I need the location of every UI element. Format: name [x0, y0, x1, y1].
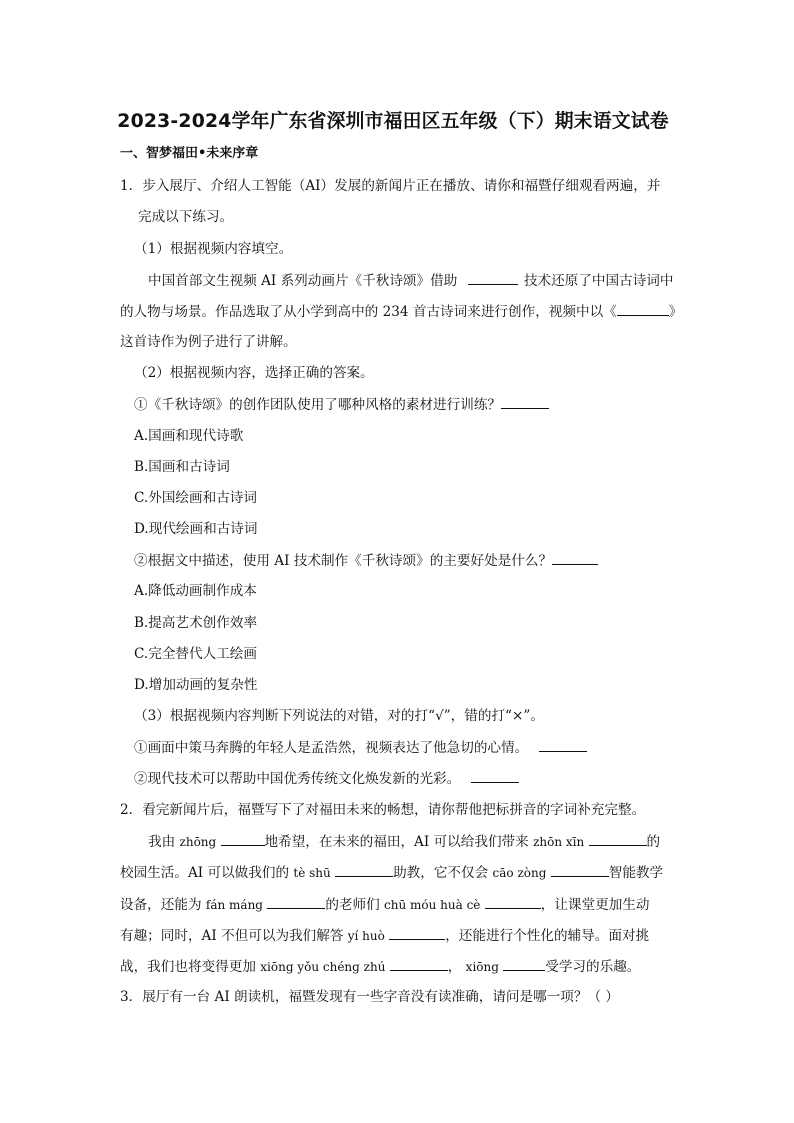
text-span: ①《千秋诗颂》的创作团队使用了哪种风格的素材进行训练？: [134, 397, 502, 413]
option-d[interactable]: D.增加动画的复杂性: [134, 677, 258, 693]
q1-part3-statement2: [134, 769, 519, 788]
text-span: 技术还原了中国古诗词中: [523, 273, 674, 289]
option-b[interactable]: B.提高艺术创作效率: [134, 615, 258, 631]
text-span: 有趣；同时，AI 不但可以为我们解答: [120, 928, 344, 944]
option-c[interactable]: C.外国绘画和古诗词: [134, 490, 257, 506]
answer-blank[interactable]: [335, 863, 393, 877]
text-span: 设备，还能为: [120, 897, 202, 913]
answer-blank[interactable]: [501, 395, 549, 409]
q2-line2: [120, 863, 663, 882]
q3-stem: 3．展厅有一台 AI 朗读机，福暨发现有一些字音没有读准确，请问是哪一项？（ ）: [120, 989, 619, 1005]
q1-part1-line3: 这首诗作为例子进行了讲解。: [120, 334, 297, 350]
q1-sub2-question: [134, 551, 598, 570]
answer-blank[interactable]: [221, 832, 265, 846]
q1-stem-line1: 1．步入展厅、介绍人工智能（AI）发展的新闻片正在播放、请你和福暨仔细观看两遍，并: [120, 178, 661, 194]
pinyin: chū móu huà cè: [384, 898, 481, 912]
pinyin: zhōn xīn: [533, 835, 585, 849]
answer-blank[interactable]: [589, 832, 647, 846]
pinyin: xiōng: [465, 960, 499, 974]
answer-blank[interactable]: [539, 738, 587, 752]
text-span: 中国首部文生视频 AI 系列动画片《千秋诗颂》借助: [148, 273, 458, 289]
text-span: 的: [646, 834, 661, 850]
answer-blank[interactable]: [503, 957, 545, 971]
answer-blank[interactable]: [471, 769, 519, 783]
text-span: 的人物与场景。作品选取了从小学到高中的 234 首古诗词来进行创作，视频中以《: [120, 304, 617, 320]
answer-blank[interactable]: [552, 551, 598, 565]
q1-stem-line2: 完成以下练习。: [138, 209, 234, 225]
option-a[interactable]: A.国画和现代诗歌: [134, 428, 244, 444]
text-span: ，让课堂更加生动: [540, 897, 650, 913]
text-span: ，还能进行个性化的辅导。面对挑: [445, 928, 650, 944]
text-span: 校园生活。AI 可以做我们的: [120, 865, 290, 881]
pinyin: zhōng: [179, 835, 217, 849]
q1-part3-heading: （3）根据视频内容判断下列说法的对错，对的打“√”，错的打“×”。: [134, 708, 544, 724]
answer-blank[interactable]: [389, 926, 445, 940]
q2-line3: [120, 895, 649, 914]
option-c[interactable]: C.完全替代人工绘画: [134, 646, 257, 662]
answer-blank[interactable]: [267, 895, 325, 909]
pinyin: tè shū: [293, 866, 331, 880]
answer-blank[interactable]: [468, 271, 518, 285]
q1-part2-heading: （2）根据视频内容，选择正确的答案。: [134, 365, 374, 381]
option-a[interactable]: A.降低动画制作成本: [134, 583, 257, 599]
q1-sub1-question: [134, 395, 549, 414]
answer-blank[interactable]: [390, 957, 448, 971]
pinyin: xiōng yǒu chéng zhú: [260, 960, 386, 974]
option-b[interactable]: B.国画和古诗词: [134, 459, 230, 475]
q1-part1-line1: [148, 271, 673, 290]
pinyin: fán máng: [205, 898, 263, 912]
q2-line4: [120, 926, 649, 945]
section-heading: 一、智梦福田•未来序章: [120, 146, 259, 161]
text-span: ②根据文中描述，使用 AI 技术制作《千秋诗颂》的主要好处是什么？: [134, 553, 553, 569]
text-span: 我由: [148, 834, 176, 850]
text-span: ②现代技术可以帮助中国优秀传统文化焕发新的光彩。: [134, 771, 461, 787]
text-span: 智能教学: [608, 865, 664, 881]
option-d[interactable]: D.现代绘画和古诗词: [134, 521, 258, 537]
text-span: 的老师们: [325, 897, 380, 913]
q2-stem: 2．看完新闻片后，福暨写下了对福田未来的畅想，请你帮他把标拼音的字词补充完整。: [120, 802, 646, 818]
q1-part1-line2: [120, 302, 682, 321]
pinyin: yí huò: [347, 929, 385, 943]
q2-line1: [148, 832, 660, 851]
text-span: ，: [447, 959, 462, 975]
answer-blank[interactable]: [617, 302, 669, 316]
q1-part1-heading: （1）根据视频内容填空。: [134, 241, 293, 257]
text-span: 战，我们也将变得更加: [120, 959, 256, 975]
text-span: 地希望，在未来的福田，AI 可以给我们带来: [264, 834, 529, 850]
answer-blank[interactable]: [485, 895, 541, 909]
answer-blank[interactable]: [551, 863, 609, 877]
text-span: ①画面中策马奔腾的年轻人是孟浩然，视频表达了他急切的心情。: [134, 740, 529, 756]
text-span: 》: [668, 304, 683, 320]
page-title: 2023-2024学年广东省深圳市福田区五年级（下）期末语文试卷: [117, 110, 669, 132]
q2-line5: [120, 957, 640, 976]
text-span: 助教，它不仅会: [393, 865, 489, 881]
q1-part3-statement1: [134, 738, 587, 757]
text-span: 受学习的乐趣。: [545, 959, 641, 975]
pinyin: cāo zòng: [492, 866, 547, 880]
